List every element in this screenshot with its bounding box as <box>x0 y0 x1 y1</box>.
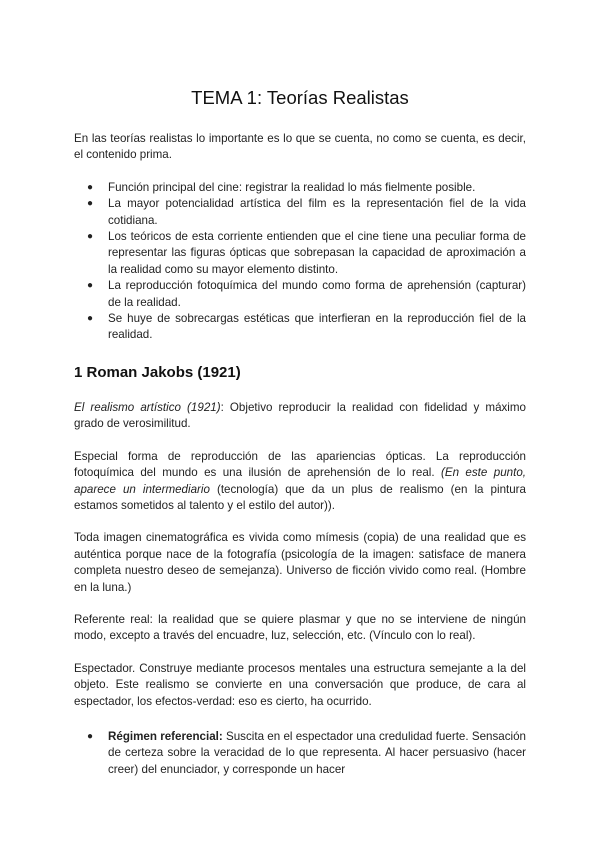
list-item: ● Los teóricos de esta corriente entienden que el cine tiene una peculiar forma de representar las figuras ópticas que sobrepasan la capacidad de aproximación a la realidad como su mayor elemento distinto. <box>87 230 526 276</box>
section-paragraph: Toda imagen cinematográfica es vivida como mímesis (copia) de una realidad que es auténtica porque nace de la fotografía (psicología de la imagen: satisface de manera completa nuestro deseo de semejanza). Universo de ficción vivido como real. (Hombre en la luna.) <box>74 531 526 594</box>
list-item: ● La reproducción fotoquímica del mundo como forma de aprehensión (capturar) de la realidad. <box>87 279 526 309</box>
features-list <box>74 180 526 344</box>
list-item: ● La mayor potencialidad artística del film es la representación fiel de la vida cotidiana. <box>87 197 526 227</box>
section-paragraph: Especial forma de reproducción de las apariencias ópticas. La reproducción fotoquímica del mundo es una ilusión de aprehensión de lo real. (En este punto, aparece un intermediario (tecnología) que da un plus de realismo (en la pintura estamos sometidos al talento y el estilo del autor)). <box>74 449 526 512</box>
section-paragraph: Espectador. Construye mediante procesos mentales una estructura semejante a la del objeto. Este realismo se convierte en una conversación que produce, de cara al espectador, los efectos-verdad: eso es cierto, ha ocurrido. <box>74 661 526 708</box>
sub-list <box>74 729 526 778</box>
bullet-icon: ● <box>87 313 94 325</box>
intro-paragraph: En las teorías realistas lo importante es lo que se cuenta, no como se cuenta, es decir, el contenido prima. <box>74 132 526 162</box>
bullet-icon: ● <box>87 181 94 193</box>
section-heading: 1 Roman Jakobs (1921) <box>74 363 241 381</box>
section-paragraph: El realismo artístico (1921): Objetivo reproducir la realidad con fidelidad y máximo grado de verosimilitud. <box>74 400 526 431</box>
list-item: ● Se huye de sobrecargas estéticas que interfieran en la reproducción fiel de la realidad. <box>87 312 526 342</box>
bullet-icon: ● <box>87 231 94 243</box>
bullet-icon: ● <box>87 280 94 292</box>
list-item: ● Régimen referencial: Suscita en el espectador una credulidad fuerte. Sensación de certeza sobre la veracidad de lo que representa. Al hacer persuasivo (hacer creer) del enunciador, y corresponde un hacer <box>87 729 526 776</box>
document-content <box>74 86 526 778</box>
bullet-icon: ● <box>87 198 94 210</box>
bullet-icon: ● <box>87 730 94 742</box>
section-paragraph: Referente real: la realidad que se quiere plasmar y que no se interviene de ningún modo, excepto a través del encuadre, luz, selección, etc. (Vínculo con lo real). <box>74 612 526 643</box>
page-title: TEMA 1: Teorías Realistas <box>191 87 409 108</box>
list-item: ● Función principal del cine: registrar la realidad lo más fielmente posible. <box>74 180 526 196</box>
